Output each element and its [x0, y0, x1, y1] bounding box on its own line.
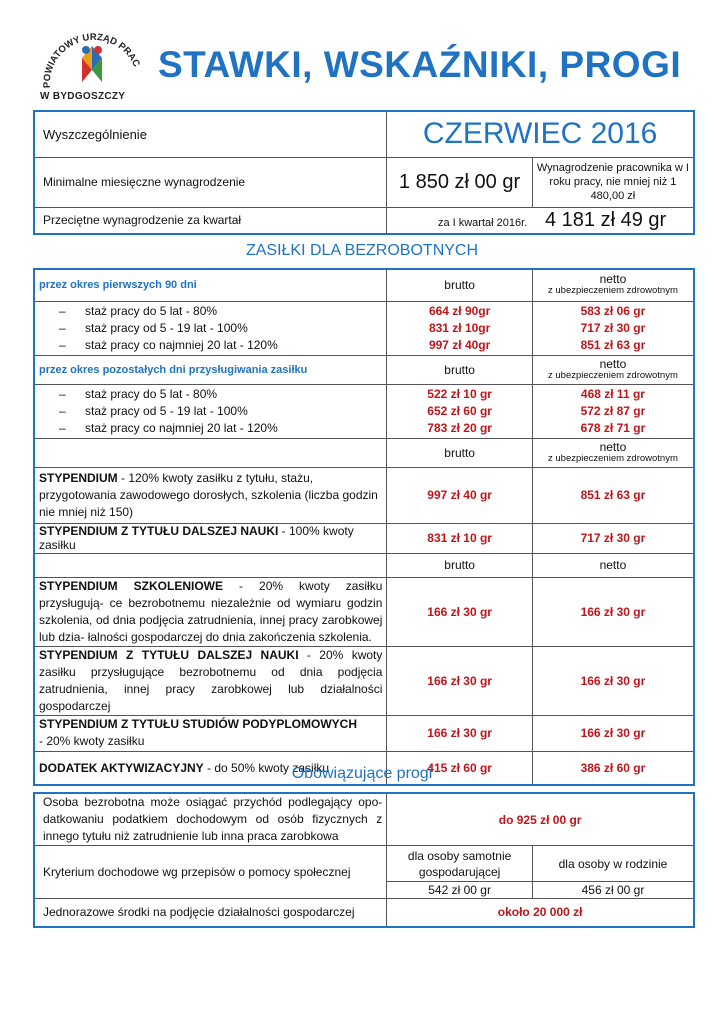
dodatek-netto: 386 zł 60 gr	[532, 751, 694, 785]
szkol-netto: 166 zł 30 gr	[532, 577, 694, 646]
income-label: Osoba bezrobotna może osiągać przychód podlegający opo- datkowaniu podatkiem dochodowym od osób fizycznych z innego tytułu niż zatrudnienie lub inna praca zarobkowa	[34, 793, 387, 846]
group2-list	[39, 386, 382, 437]
g1-brutto-value: 831 zł 10gr	[428, 320, 491, 335]
nauki-netto: 717 zł 30 gr	[532, 523, 694, 553]
stypendium-name: STYPENDIUM	[39, 470, 118, 485]
pody-name: STYPENDIUM Z TYTUŁU STUDIÓW PODYPLOMOWYCH	[39, 717, 357, 731]
header-netto: netto	[599, 439, 627, 454]
single-value: 542 zł 00 gr	[387, 882, 533, 899]
section-benefits-title: ZASIŁKI DLA BEZROBOTNYCH	[245, 242, 479, 259]
header-netto-sub: z ubezpieczeniem zdrowotnym	[547, 452, 678, 464]
szkol-brutto: 166 zł 30 gr	[387, 577, 532, 646]
min-wage-label: Minimalne miesięczne wynagrodzenie	[34, 157, 387, 207]
szkol-desc: - 20% kwoty zasiłku przysługują- ce bezrobotnemu niezależnie od wymiaru godzin szkolenia, od dnia podjęcia zatrudnienia, innej pracy zarobkowej lub dzia- łalności gospodarczej do dnia zakończenia szkolenia.	[39, 578, 383, 644]
header-netto: netto	[599, 356, 627, 371]
business-value: około 20 000 zł	[387, 899, 694, 927]
single-label: dla osoby samotnie gospodarującej	[387, 846, 533, 882]
thresholds-table	[33, 792, 695, 928]
g1-brutto-value: 664 zł 90gr	[428, 303, 491, 318]
dodatek-desc: - do 50% kwoty zasiłku	[203, 760, 330, 775]
pody-cell	[34, 715, 387, 751]
list-item: – staż pracy do 5 lat - 80%	[39, 386, 382, 403]
nauki-cell	[34, 523, 387, 553]
g2-netto-value: 468 zł 11 gr	[580, 386, 645, 401]
header-brutto: brutto	[387, 438, 532, 467]
nauki2-netto: 166 zł 30 gr	[532, 646, 694, 715]
pody-desc: - 20% kwoty zasiłku	[39, 734, 145, 748]
page-title: STAWKI, WSKAŹNIKI, PROGI	[158, 44, 682, 85]
pody-brutto: 166 zł 30 gr	[387, 715, 532, 751]
family-value: 456 zł 00 gr	[532, 882, 694, 899]
g2-brutto-value: 652 zł 60 gr	[427, 403, 492, 418]
group1-label: przez okres pierwszych 90 dni	[34, 269, 387, 301]
nauki2-desc: - 20% kwoty zasiłku przysługujące bezrobotnemu od dnia podjęcia zatrudnienia, innej pracy zarobkowej lub działalności gospodarczej	[39, 647, 383, 713]
pody-netto: 166 zł 30 gr	[532, 715, 694, 751]
header-table	[33, 110, 695, 235]
benefits-table	[33, 268, 695, 786]
nauki-desc: - 100% kwoty zasiłku	[39, 524, 354, 552]
income-value: do 925 zł 00 gr	[387, 793, 694, 846]
avg-wage-label: Przeciętne wynagrodzenie za kwartał	[34, 207, 387, 234]
group2-label: przez okres pozostałych dni przysługiwania zasiłku	[34, 355, 387, 384]
header-brutto: brutto	[387, 355, 532, 384]
logo-text: W BYDGOSZCZY	[40, 91, 126, 102]
list-item: – staż pracy co najmniej 20 lat - 120%	[39, 337, 382, 354]
stypendium-cell	[34, 467, 387, 523]
nauki2-name: STYPENDIUM Z TYTUŁU DALSZEJ NAUKI	[39, 647, 299, 662]
dodatek-name: DODATEK AKTYWIZACYJNY	[39, 760, 204, 775]
nauki2-brutto: 166 zł 30 gr	[387, 646, 532, 715]
g2-netto-value: 572 zł 87 gr	[580, 403, 646, 418]
stypendium-brutto: 997 zł 40 gr	[387, 467, 532, 523]
g1-netto-value: 583 zł 06 gr	[580, 303, 646, 318]
avg-wage-value: 4 181 zł 49 gr	[544, 208, 667, 231]
dodatek-brutto: 415 zł 60 gr	[387, 751, 532, 785]
list-item: – staż pracy od 5 - 19 lat - 100%	[39, 320, 382, 337]
min-wage-note: Wynagrodzenie pracownika w I roku pracy, nie mniej niż 1 480,00 zł	[532, 157, 694, 207]
min-wage-value: 1 850 zł 00 gr	[387, 157, 533, 207]
nauki-brutto: 831 zł 10 gr	[387, 523, 532, 553]
header-netto-sub: z ubezpieczeniem zdrowotnym	[547, 369, 678, 381]
nauki-name: STYPENDIUM Z TYTUŁU DALSZEJ NAUKI	[39, 524, 279, 538]
section-thresholds-title: Obowiązujące progi	[291, 765, 433, 782]
list-item: – staż pracy do 5 lat - 80%	[39, 303, 382, 320]
family-label: dla osoby w rodzinie	[532, 846, 694, 882]
criterion-label: Kryterium dochodowe wg przepisów o pomocy społecznej	[34, 846, 387, 899]
header-brutto: brutto	[387, 269, 532, 301]
szkol-name: STYPENDIUM SZKOLENIOWE	[39, 578, 224, 593]
nauki2-cell	[34, 646, 387, 715]
g2-brutto-value: 783 zł 20 gr	[427, 420, 492, 435]
group1-list	[39, 303, 382, 354]
g1-brutto-value: 997 zł 40gr	[428, 337, 491, 352]
g1-netto-value: 851 zł 63 gr	[580, 337, 646, 352]
stypendium-desc: - 120% kwoty zasiłku z tytułu, stażu, przygotowania zawodowego dorosłych, szkolenia (liczba godzin nie mniej niż 150)	[39, 470, 378, 519]
header-netto: netto	[599, 272, 627, 287]
specification-label: Wyszczególnienie	[34, 111, 387, 157]
stypendium-netto: 851 zł 63 gr	[532, 467, 694, 523]
header2-netto: netto	[532, 553, 694, 577]
avg-wage-period: za I kwartał 2016r.	[437, 216, 528, 229]
business-label: Jednorazowe środki na podjęcie działalności gospodarczej	[34, 899, 387, 927]
list-item: – staż pracy co najmniej 20 lat - 120%	[39, 420, 382, 437]
g1-netto-value: 717 zł 30 gr	[580, 320, 646, 335]
month-heading: CZERWIEC 2016	[387, 111, 694, 157]
logo-arc-text: POWIATOWY URZĄD PRAC	[41, 31, 142, 89]
list-item: – staż pracy od 5 - 19 lat - 100%	[39, 403, 382, 420]
g2-netto-value: 678 zł 71 gr	[580, 420, 646, 435]
header2-brutto: brutto	[387, 553, 532, 577]
szkol-cell	[34, 577, 387, 646]
g2-brutto-value: 522 zł 10 gr	[427, 386, 492, 401]
header-netto-sub: z ubezpieczeniem zdrowotnym	[547, 285, 678, 297]
